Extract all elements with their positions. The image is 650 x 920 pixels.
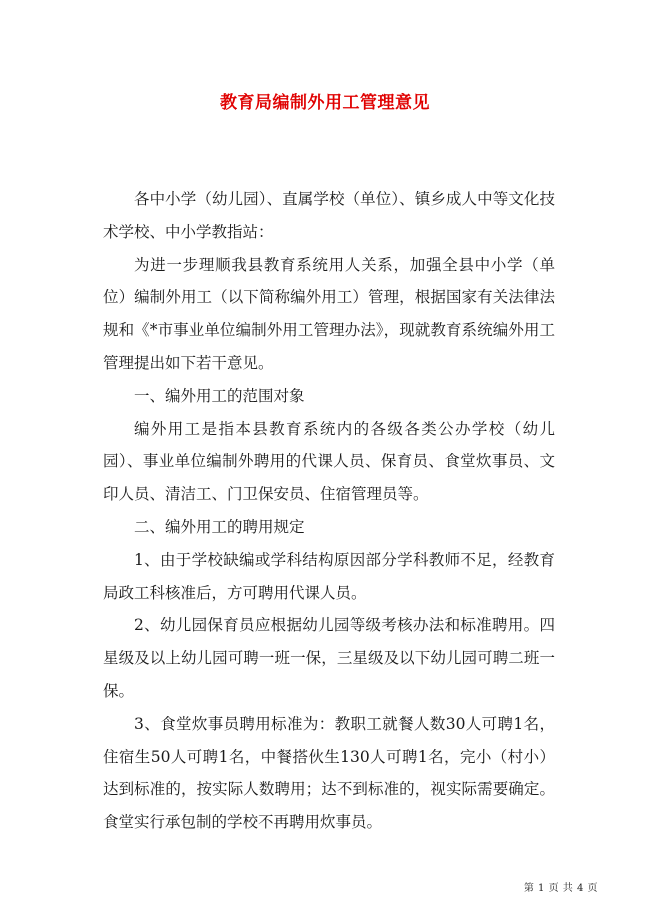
section-heading: 二、编外用工的聘用规定 — [134, 517, 305, 536]
body-paragraph: 2、幼儿园保育员应根据幼儿园等级考核办法和标准聘用。四星级及以上幼儿园可聘一班一保，三星级及以下幼儿园可聘二班一保。 — [103, 616, 555, 700]
page-number: 第 1 页 共 4 页 — [523, 883, 598, 894]
document-body — [103, 183, 555, 839]
section-heading: 一、编外用工的范围对象 — [134, 386, 305, 405]
body-paragraph: 为进一步理顺我县教育系统用人关系，加强全县中小学（单位）编制外用工（以下简称编外用工）管理，根据国家有关法律法规和《*市事业单位编制外用工管理办法》，现就教育系统编外用工管理提出如下若干意见。 — [103, 255, 555, 372]
document-title: 教育局编制外用工管理意见 — [220, 93, 430, 113]
body-paragraph: 各中小学（幼儿园）、直属学校（单位）、镇乡成人中等文化技术学校、中小学教指站： — [103, 190, 555, 241]
body-paragraph: 3、食堂炊事员聘用标准为：教职工就餐人数30人可聘1名，住宿生50人可聘1名，中餐搭伙生130人可聘1名，完小（村小）达到标准的，按实际人数聘用；达不到标准的，视实际需要确定。食堂实行承包制的学校不再聘用炊事员。 — [103, 714, 555, 832]
body-paragraph: 编外用工是指本县教育系统内的各级各类公办学校（幼儿园）、事业单位编制外聘用的代课人员、保育员、食堂炊事员、文印人员、清洁工、门卫保安员、住宿管理员等。 — [103, 419, 555, 504]
body-paragraph: 1、由于学校缺编或学科结构原因部分学科教师不足，经教育局政工科核准后，方可聘用代课人员。 — [103, 550, 555, 602]
